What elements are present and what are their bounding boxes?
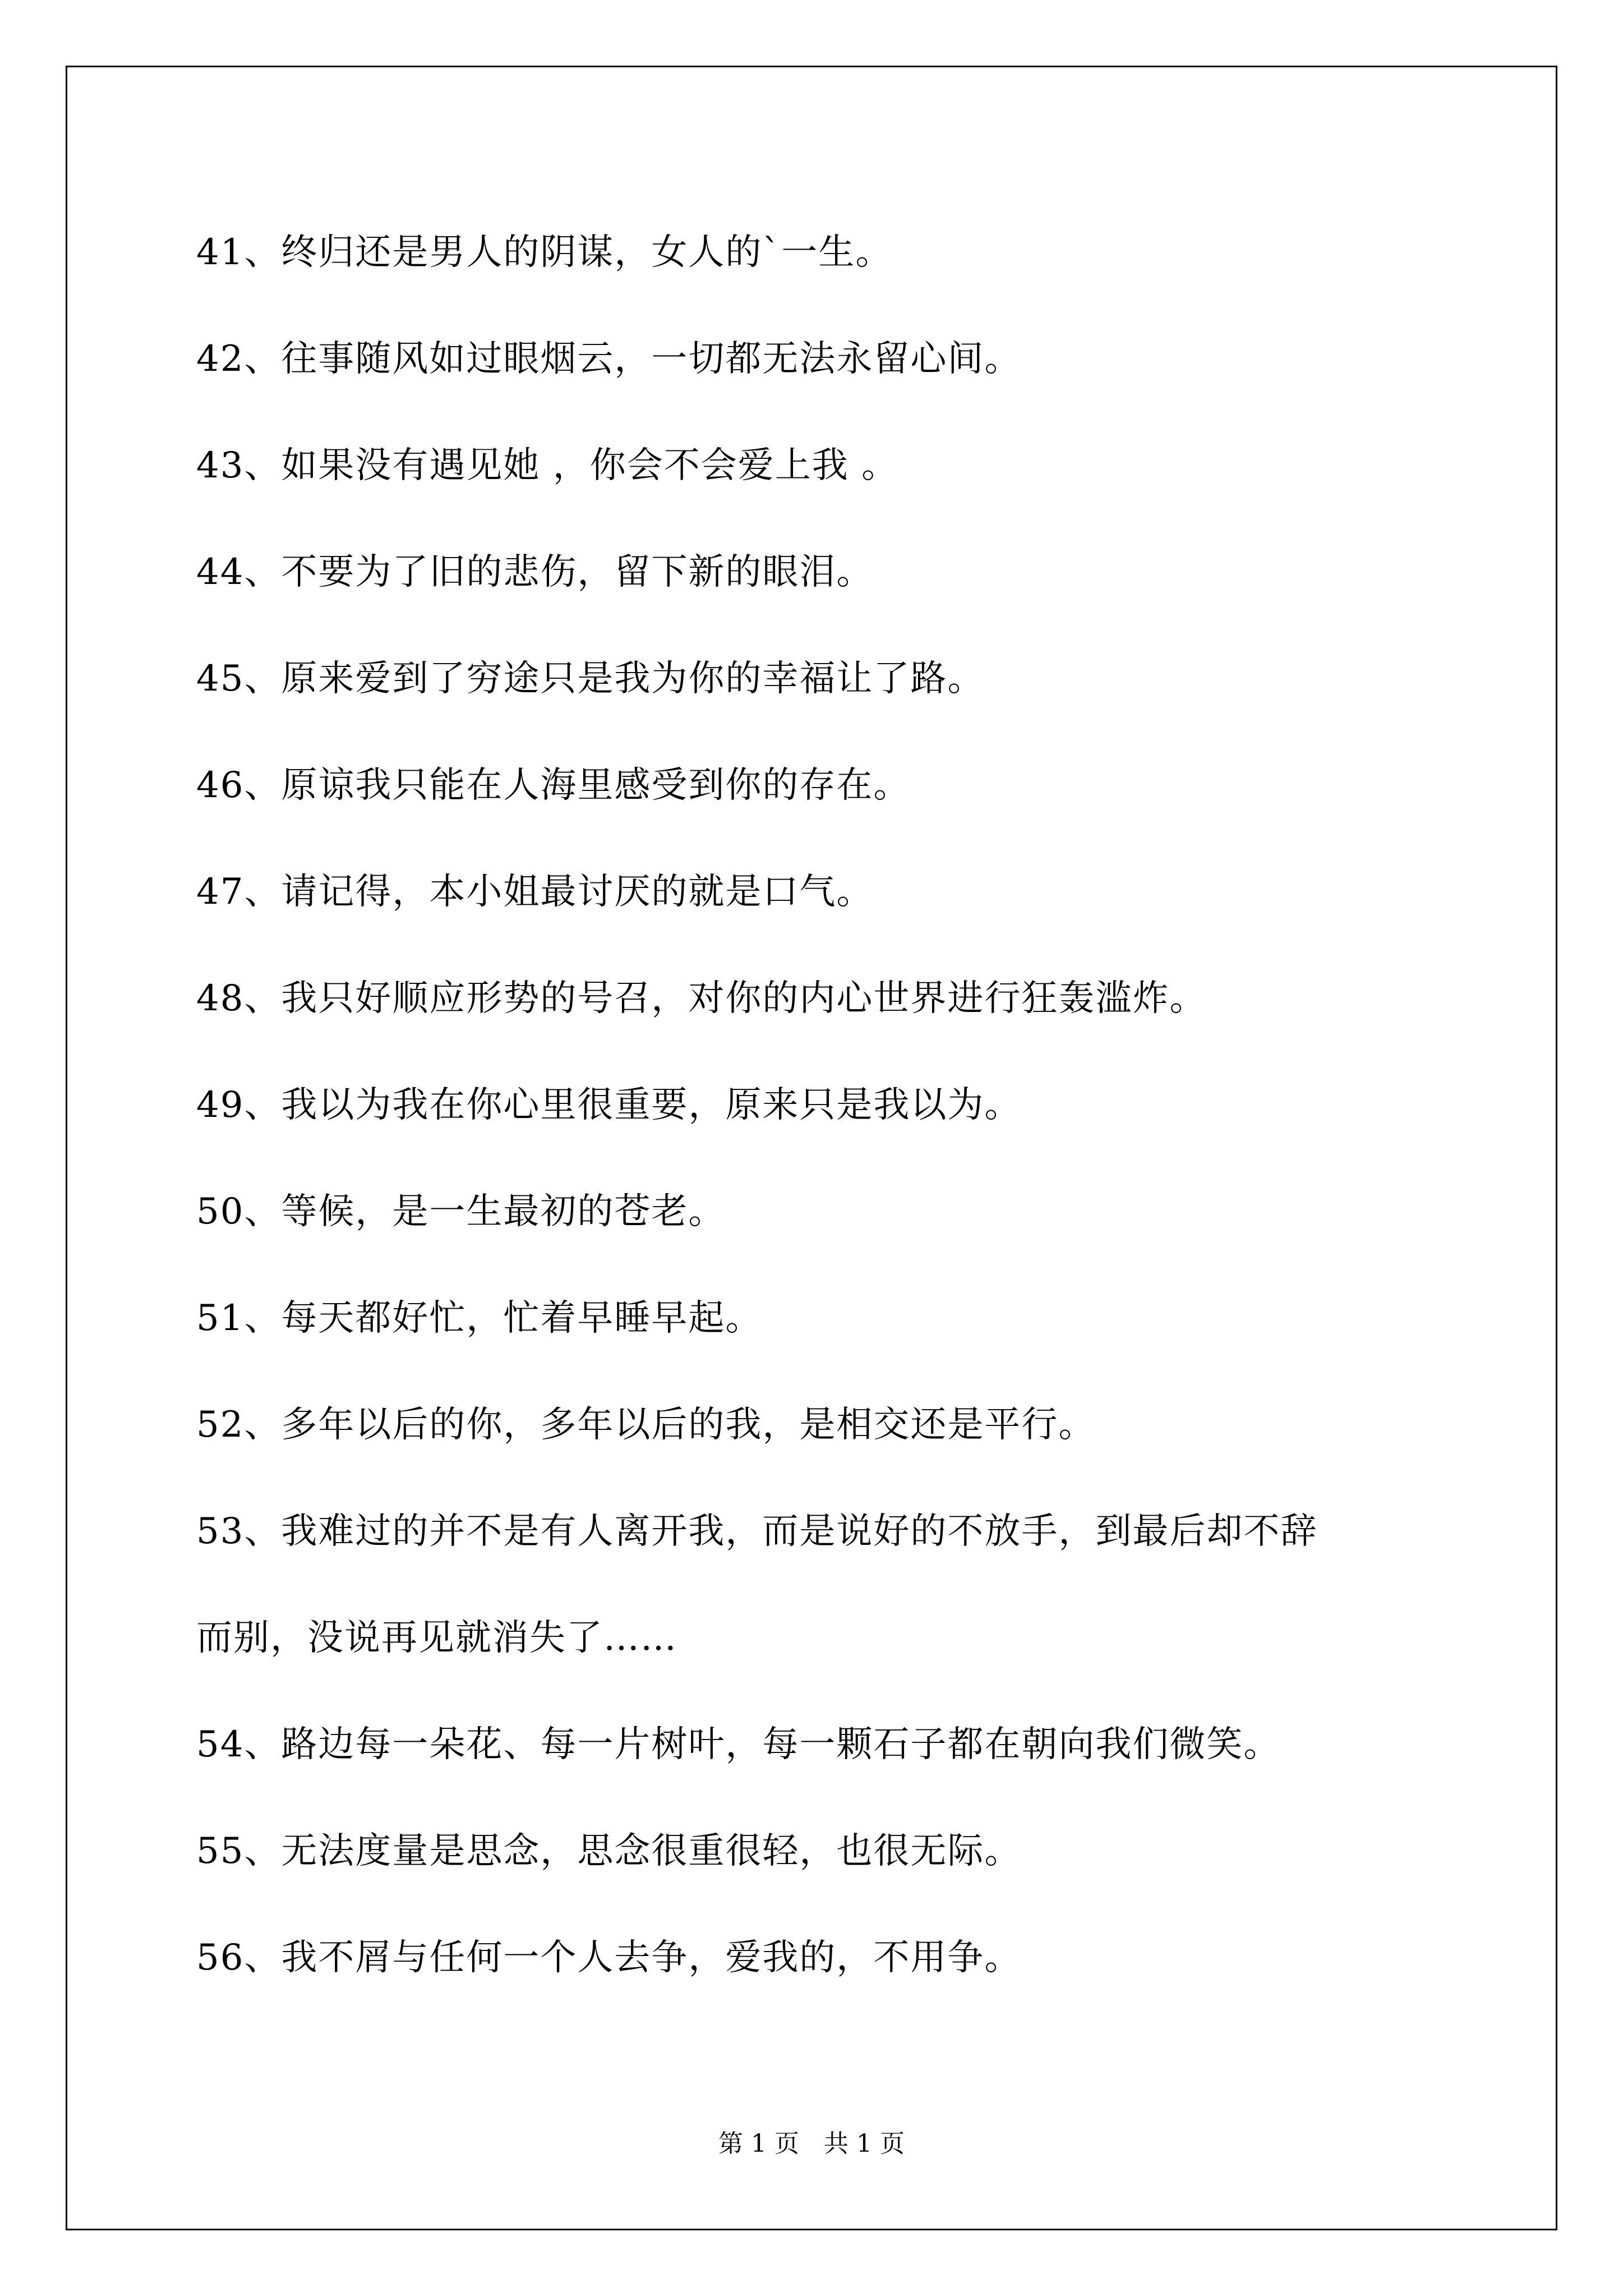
text-line: 52、多年以后的你，多年以后的我，是相交还是平行。 [196,1404,1096,1446]
text-line: 44、不要为了旧的悲伤，留下新的眼泪。 [196,551,874,593]
text-line: 50、等候，是一生最初的苍老。 [196,1191,726,1232]
text-line: 45、原来爱到了穷途只是我为你的幸福让了路。 [196,658,985,700]
text-line: 49、我以为我在你心里很重要，原来只是我以为。 [196,1084,1022,1126]
text-line: 54、路边每一朵花、每一片树叶，每一颗石子都在朝向我们微笑。 [196,1724,1281,1765]
page-border [66,66,1557,2230]
text-line: 47、请记得，本小姐最讨厌的就是口气。 [196,871,874,913]
text-line: 41、终归还是男人的阴谋，女人的`一生。 [196,232,893,273]
text-line: 而别，没说再见就消失了…… [196,1617,677,1659]
text-line: 53、我难过的并不是有人离开我，而是说好的不放手，到最后却不辞 [196,1511,1318,1552]
text-line: 42、往事随风如过眼烟云，一切都无法永留心间。 [196,338,1022,380]
text-line: 55、无法度量是思念，思念很重很轻，也很无际。 [196,1830,1022,1872]
text-line: 43、如果没有遇见她 ，你会不会爱上我 。 [196,445,899,486]
text-line: 46、原谅我只能在人海里感受到你的存在。 [196,765,911,806]
text-line: 51、每天都好忙，忙着早睡早起。 [196,1297,763,1339]
text-line: 48、我只好顺应形势的号召，对你的内心世界进行狂轰滥炸。 [196,978,1207,1019]
text-line: 56、我不屑与任何一个人去争，爱我的，不用争。 [196,1937,1022,1978]
page-number-footer: 第 1 页 共 1 页 [718,2129,905,2158]
